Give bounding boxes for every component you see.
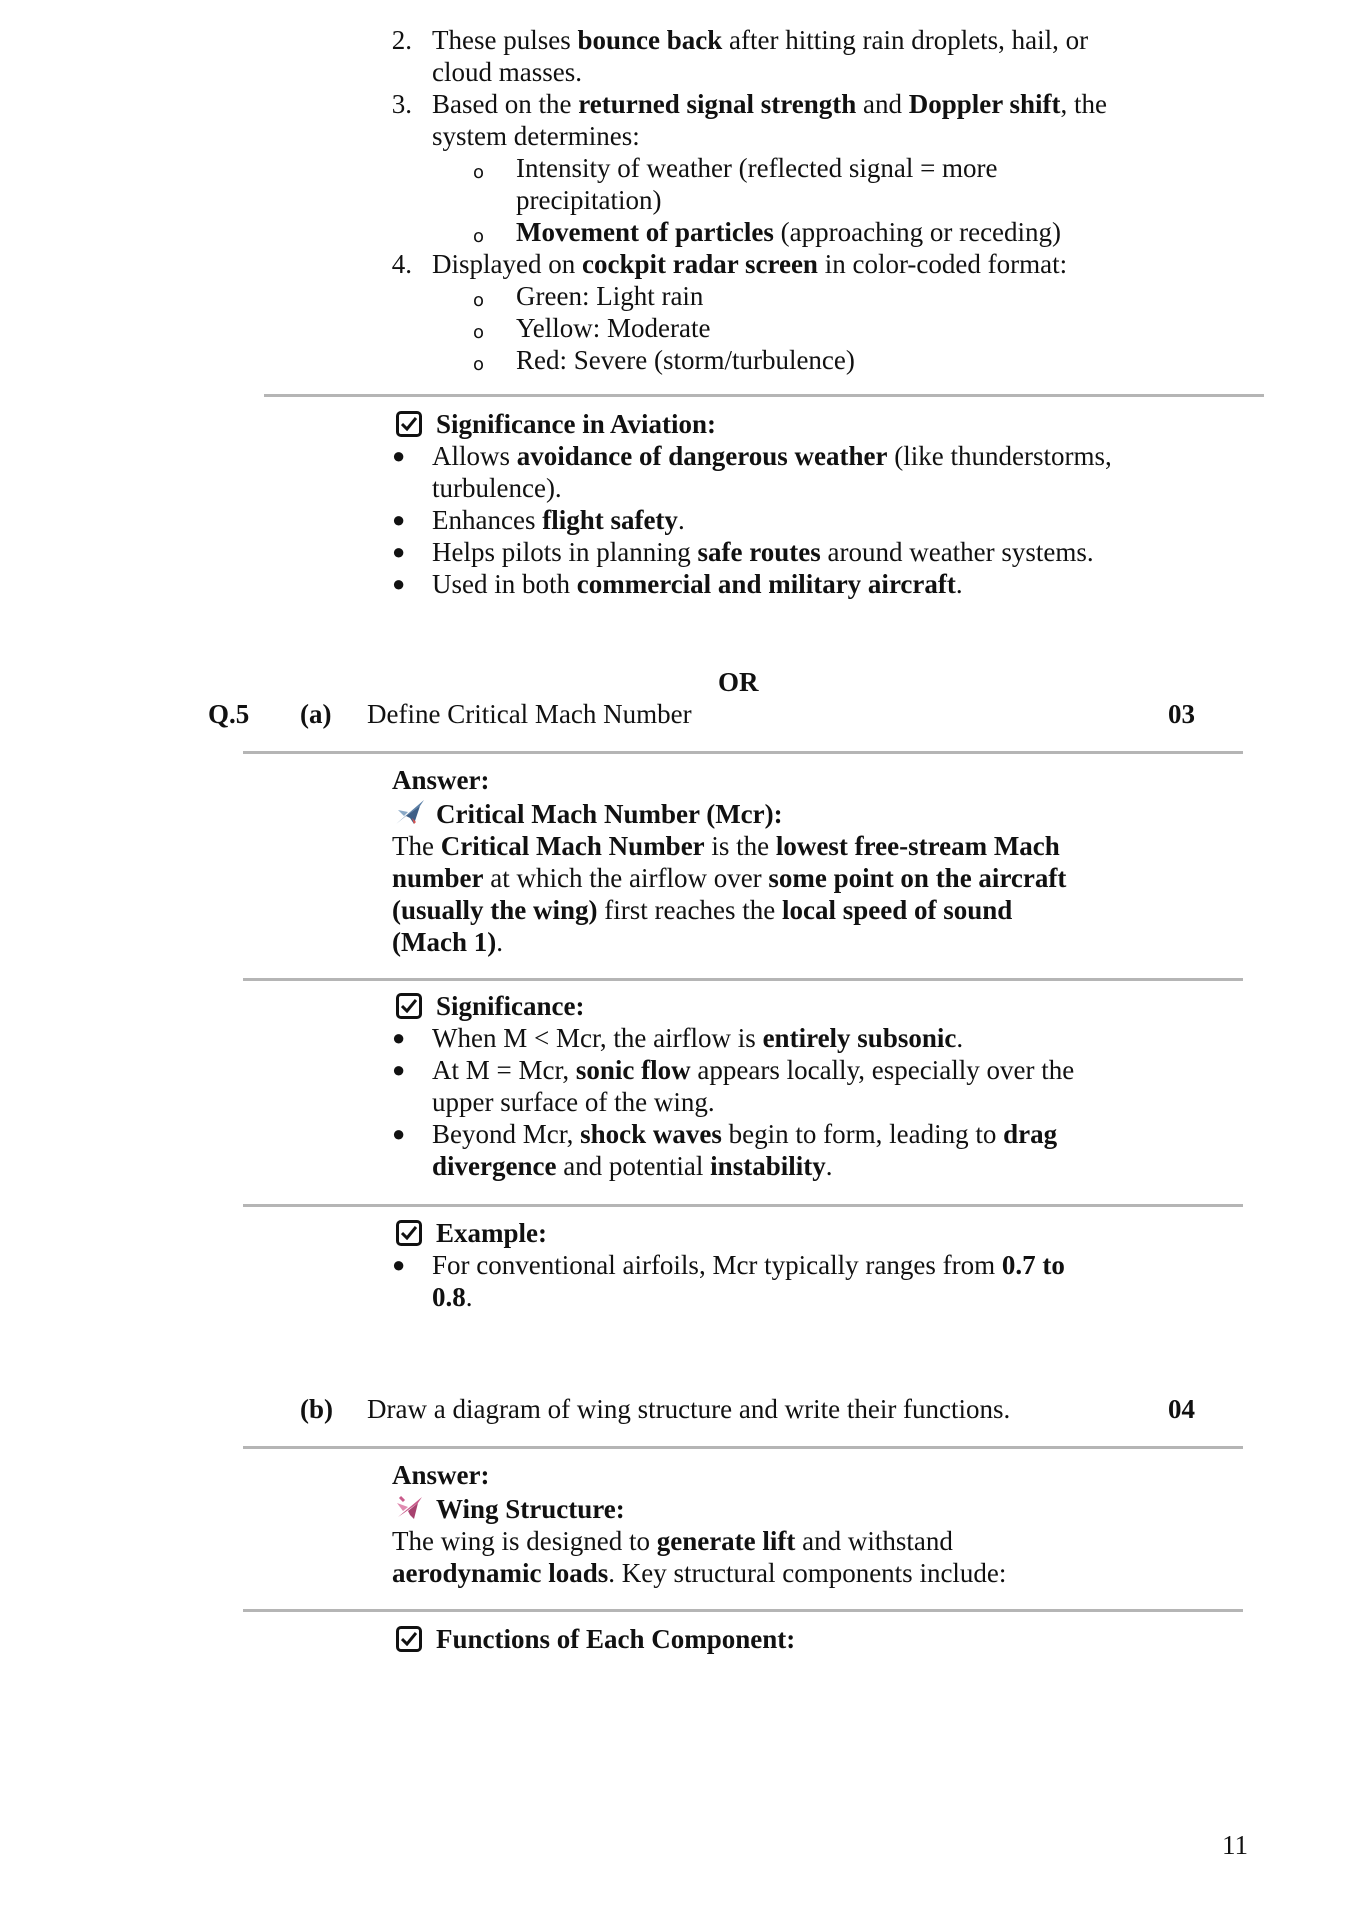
- step-text: Based on the returned signal strength and Doppler shift, the: [432, 89, 1108, 119]
- step-number: 2.: [391, 25, 412, 55]
- bullet-text: For conventional airfoils, Mcr typically ranges from 0.7 to: [432, 1250, 1065, 1280]
- section-heading: Functions of Each Component:: [436, 1624, 796, 1654]
- description-line: aerodynamic loads. Key structural components include:: [392, 1558, 1007, 1588]
- step-text: cloud masses.: [432, 57, 582, 87]
- page-number: 11: [1222, 1830, 1248, 1860]
- definition-line: number at which the airflow over some point on the aircraft: [392, 863, 1067, 893]
- divider: [243, 1446, 1243, 1449]
- or-separator: OR: [718, 667, 759, 697]
- circle-bullet-icon: o: [473, 322, 485, 343]
- check-box-icon: [396, 1220, 422, 1246]
- check-box-icon: [396, 993, 422, 1019]
- divider: [264, 394, 1264, 397]
- bullet-text: upper surface of the wing.: [432, 1087, 715, 1117]
- sub-item: Red: Severe (storm/turbulence): [516, 345, 855, 375]
- bullet: ●: [392, 1025, 406, 1050]
- section-heading: Significance:: [436, 991, 585, 1021]
- bullet: ●: [392, 1057, 406, 1082]
- bullet: ●: [392, 539, 406, 564]
- bullet-text: Beyond Mcr, shock waves begin to form, leading to drag: [432, 1119, 1058, 1149]
- divider: [243, 1204, 1243, 1207]
- step-number: 3.: [391, 89, 412, 119]
- answer-title: Wing Structure:: [436, 1494, 625, 1524]
- definition-line: (usually the wing) first reaches the local speed of sound: [392, 895, 1013, 925]
- answer-title: Critical Mach Number (Mcr):: [436, 799, 783, 829]
- step-text: These pulses bounce back after hitting rain droplets, hail, or: [432, 25, 1089, 55]
- sub-item: precipitation): [516, 185, 662, 215]
- circle-bullet-icon: o: [473, 162, 485, 183]
- answer-label: Answer:: [392, 765, 490, 795]
- question-marks: 03: [1168, 699, 1195, 729]
- bullet-text: Allows avoidance of dangerous weather (like thunderstorms,: [432, 441, 1112, 471]
- bullet-text: 0.8.: [432, 1282, 473, 1312]
- check-box-icon: [396, 1626, 422, 1652]
- description-line: The wing is designed to generate lift and withstand: [392, 1526, 953, 1556]
- bullet-text: divergence and potential instability.: [432, 1151, 833, 1181]
- question-text: Draw a diagram of wing structure and write their functions.: [367, 1394, 1011, 1424]
- circle-bullet-icon: o: [473, 226, 485, 247]
- question-part: (a): [300, 699, 332, 729]
- answer-label: Answer:: [392, 1460, 490, 1490]
- sub-item: Green: Light rain: [516, 281, 704, 311]
- bullet-text: turbulence).: [432, 473, 562, 503]
- sub-item: Yellow: Moderate: [516, 313, 711, 343]
- bullet-text: Helps pilots in planning safe routes around weather systems.: [432, 537, 1094, 567]
- bullet: ●: [392, 443, 406, 468]
- bullet: ●: [392, 571, 406, 596]
- section-heading: Significance in Aviation:: [436, 409, 717, 439]
- bullet: ●: [392, 507, 406, 532]
- step-number: 4.: [391, 249, 412, 279]
- bullet-text: At M = Mcr, sonic flow appears locally, especially over the: [432, 1055, 1075, 1085]
- divider: [243, 1609, 1243, 1612]
- step-text: Displayed on cockpit radar screen in color-coded format:: [432, 249, 1068, 279]
- circle-bullet-icon: o: [473, 354, 485, 375]
- definition-line: (Mach 1).: [392, 927, 503, 957]
- question-text: Define Critical Mach Number: [367, 699, 692, 729]
- divider: [243, 978, 1243, 981]
- sub-item: Movement of particles (approaching or receding): [516, 217, 1062, 247]
- bullet-text: Enhances flight safety.: [432, 505, 685, 535]
- bullet: ●: [392, 1121, 406, 1146]
- circle-bullet-icon: o: [473, 290, 485, 311]
- question-marks: 04: [1168, 1394, 1195, 1424]
- bullet-text: Used in both commercial and military aircraft.: [432, 569, 963, 599]
- airplane-icon: [394, 798, 426, 826]
- step-text: system determines:: [432, 121, 640, 151]
- sub-item: Intensity of weather (reflected signal = more: [516, 153, 998, 183]
- question-number: Q.5: [208, 699, 250, 729]
- section-heading: Example:: [436, 1218, 547, 1248]
- question-part: (b): [300, 1394, 333, 1424]
- definition-line: The Critical Mach Number is the lowest free-stream Mach: [392, 831, 1060, 861]
- bullet: ●: [392, 1252, 406, 1277]
- bullet-text: When M < Mcr, the airflow is entirely subsonic.: [432, 1023, 964, 1053]
- check-box-icon: [396, 411, 422, 437]
- wing-structure-icon: [394, 1493, 426, 1521]
- divider: [243, 751, 1243, 754]
